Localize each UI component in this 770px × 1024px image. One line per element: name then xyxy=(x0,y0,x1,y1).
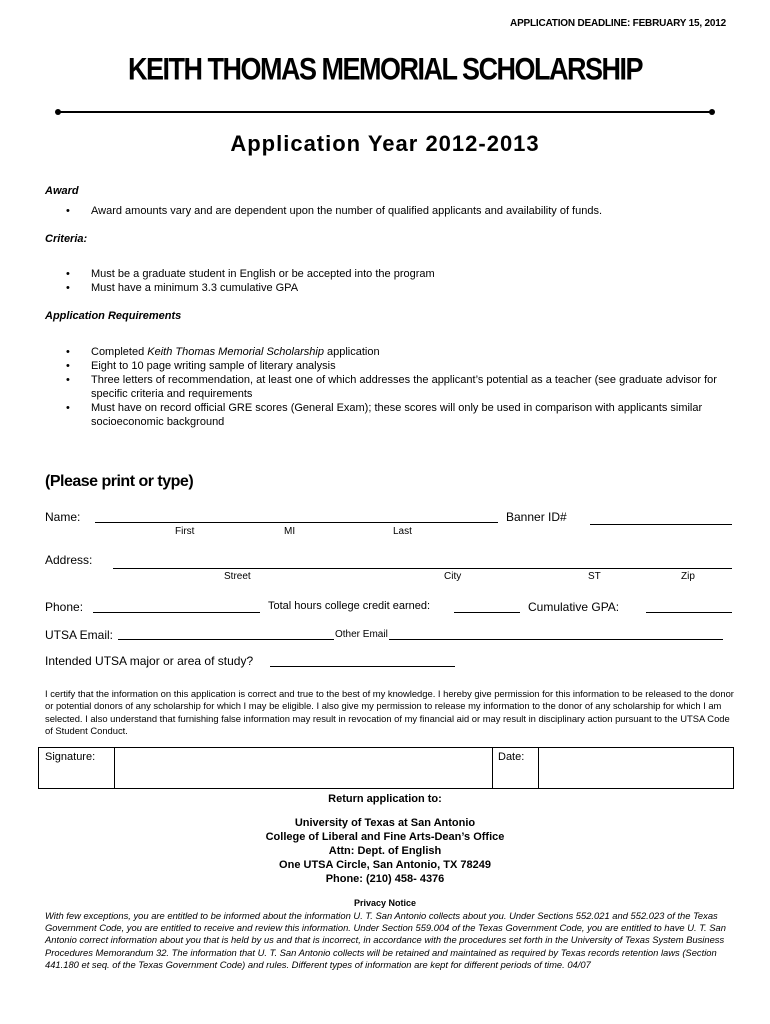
return-address-line: University of Texas at San Antonio xyxy=(294,817,476,829)
divider-left-dot xyxy=(55,109,61,115)
bullet-icon: • xyxy=(66,360,70,372)
other-email-label: Other Email xyxy=(335,629,388,640)
other-email-field[interactable] xyxy=(389,639,723,640)
certification-statement: I certify that the information on this application is correct and true to the best of my knowledge. I hereby give permission for this information to be released to the donor or potential donors of any scholarship for which I may be eligible. I also give my permission to release my information to the donor of any scholarship for which I am selected. I also understand that furnishing false information may result in revocation of my financial aid or may result in disciplinary action pursuant to the UTSA Code of Student Conduct. xyxy=(45,688,734,737)
criteria-list xyxy=(66,267,736,295)
gpa-label: Cumulative GPA: xyxy=(528,600,620,614)
application-year-title: Application Year 2012-2013 xyxy=(230,131,540,156)
gpa-field[interactable] xyxy=(646,612,732,613)
divider-right-dot xyxy=(709,109,715,115)
list-item: • Award amounts vary and are dependent upon the number of qualified applicants and availability of funds. xyxy=(66,205,603,217)
name-label: Name: xyxy=(45,510,81,524)
privacy-notice-title: Privacy Notice xyxy=(353,898,417,908)
return-address-line: Phone: (210) 458- 4376 xyxy=(325,873,445,885)
print-or-type-heading: (Please print or type) xyxy=(45,473,194,490)
bullet-icon: • xyxy=(66,346,70,358)
banner-id-field[interactable] xyxy=(590,524,732,525)
mi-caption: MI xyxy=(284,526,296,537)
zip-caption: Zip xyxy=(681,571,695,582)
application-deadline: APPLICATION DEADLINE: FEBRUARY 15, 2012 xyxy=(510,18,726,29)
date-field[interactable] xyxy=(538,748,733,788)
privacy-notice-text: With few exceptions, you are entitled to be informed about the information U. T. San Antonio collects about you. Under Sections 552.021 and 552.023 of the Texas Government Code, you are entitled to receive and review this information. Under Section 559.004 of the Texas Government Code, you are entitled to have U. T. San Antonio correct information about you that is held by us and that is incorrect, in accordance with the procedures set forth in the University of Texas System Business Procedures Memorandum 32. The information that U. T. San Antonio collects will be retained and maintained as required by Texas records retention laws (Section 441.180 et seq. of the Texas Government Code) and rules. Different types of information are kept for different periods of time. 04/07 xyxy=(45,910,726,970)
name-field[interactable] xyxy=(95,522,498,523)
list-item: • Must have on record official GRE scores (General Exam); these scores will only be used in comparison with applicants similar socioeconomic background xyxy=(66,402,703,428)
major-field[interactable] xyxy=(270,666,455,667)
major-label: Intended UTSA major or area of study? xyxy=(45,654,254,668)
bullet-icon: • xyxy=(66,282,70,294)
first-name-caption: First xyxy=(175,526,195,537)
state-caption: ST xyxy=(588,571,601,582)
return-address-line: One UTSA Circle, San Antonio, TX 78249 xyxy=(279,859,491,871)
phone-field[interactable] xyxy=(93,612,260,613)
requirements-list xyxy=(66,345,736,429)
return-address-line: Attn: Dept. of English xyxy=(328,845,442,857)
address-field[interactable] xyxy=(113,568,732,569)
list-item: • Must have a minimum 3.3 cumulative GPA xyxy=(66,282,299,294)
bullet-icon: • xyxy=(66,402,70,414)
list-item: • Eight to 10 page writing sample of literary analysis xyxy=(66,360,336,372)
award-heading: Award xyxy=(45,185,79,197)
return-address-line: College of Liberal and Fine Arts-Dean’s Office xyxy=(265,831,505,843)
list-item: • Must be a graduate student in English or be accepted into the program xyxy=(66,268,435,280)
signature-label: Signature: xyxy=(45,751,96,763)
list-item: • Completed Keith Thomas Memorial Scholarship application xyxy=(66,346,380,358)
title-divider xyxy=(58,111,712,113)
address-label: Address: xyxy=(45,553,93,567)
credit-hours-field[interactable] xyxy=(454,612,520,613)
award-list xyxy=(66,204,736,218)
phone-label: Phone: xyxy=(45,600,84,614)
requirements-heading: Application Requirements xyxy=(45,310,182,322)
return-heading: Return application to: xyxy=(328,793,442,805)
banner-id-label: Banner ID# xyxy=(506,510,567,524)
utsa-email-field[interactable] xyxy=(118,639,334,640)
bullet-icon: • xyxy=(66,205,70,217)
credit-hours-label: Total hours college credit earned: xyxy=(268,600,431,612)
bullet-icon: • xyxy=(66,268,70,280)
scholarship-title: KEITH THOMAS MEMORIAL SCHOLARSHIP xyxy=(127,51,642,87)
criteria-heading: Criteria: xyxy=(45,233,88,245)
signature-label-cell xyxy=(39,748,115,788)
utsa-email-label: UTSA Email: xyxy=(45,628,114,642)
last-name-caption: Last xyxy=(393,526,412,537)
city-caption: City xyxy=(444,571,462,582)
street-caption: Street xyxy=(224,571,251,582)
signature-field[interactable] xyxy=(114,748,493,788)
date-label-cell xyxy=(492,748,539,788)
bullet-icon: • xyxy=(66,374,70,386)
list-item: • Three letters of recommendation, at least one of which addresses the applicant’s potential as a teacher (see graduate advisor for specific criteria and requirements xyxy=(66,374,717,400)
date-label: Date: xyxy=(498,751,525,763)
signature-table xyxy=(38,747,734,789)
